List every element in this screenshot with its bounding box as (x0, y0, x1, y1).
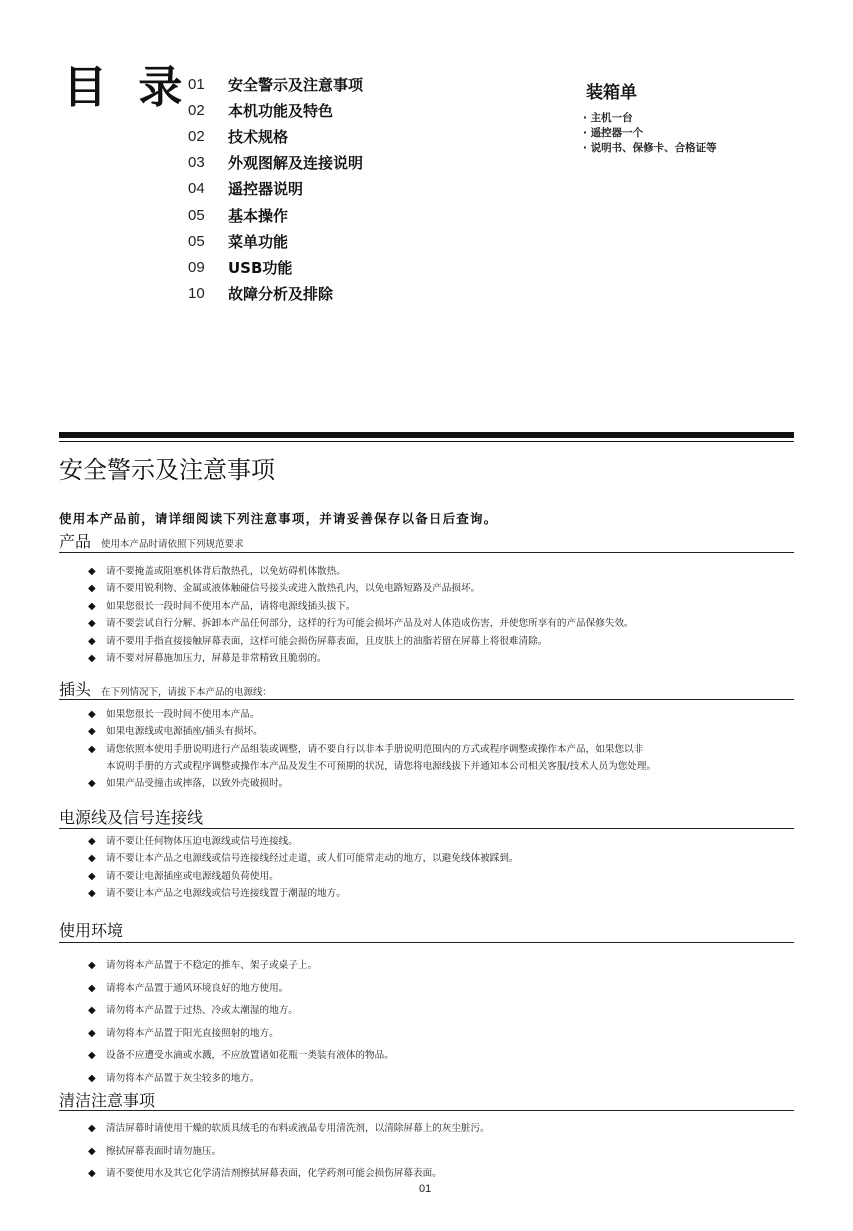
subsection-label: 使用环境 (59, 921, 124, 940)
page-number: 01 (419, 1183, 432, 1195)
toc-page-number: 04 (188, 180, 205, 198)
toc-page-number: 02 (188, 101, 205, 119)
subsection-label: 电源线及信号连接线 (59, 808, 204, 827)
toc-title: 遥控器说明 (228, 180, 304, 199)
bullet-item: ◆ 请不要使用水及其它化学清洁剂擦拭屏幕表面，化学药剂可能会损伤屏幕表面。 (88, 1163, 490, 1186)
subsection-header-plug (59, 677, 272, 700)
section-divider-thick (59, 432, 794, 438)
bullet-item: ◆ 请不要掩盖或阻塞机体背后散热孔，以免妨碍机体散热。 (88, 563, 634, 580)
toc-title: 本机功能及特色 (228, 101, 334, 120)
toc-page-number: 05 (188, 206, 205, 224)
subsection-note: 使用本产品时请依照下列规范要求 (101, 539, 244, 550)
bullet-item: ◆ 请勿将本产品置于过热、冷或太潮湿的地方。 (88, 1000, 394, 1023)
toc-item[interactable] (188, 71, 363, 97)
bullet-list-product (88, 563, 634, 667)
toc-title: 故障分析及排除 (228, 285, 334, 304)
bullet-item: ◆ 设备不应遭受水滴或水溅，不应放置诸如花瓶一类装有液体的物品。 (88, 1045, 394, 1068)
toc-item[interactable] (188, 123, 363, 149)
subsection-rule (59, 699, 794, 700)
bullet-item: ◆ 如果产品受撞击或摔落，以致外壳破损时。 (88, 775, 656, 792)
toc-page-number: 09 (188, 258, 205, 276)
subsection-label: 插头 (59, 680, 92, 699)
subsection-rule (59, 828, 794, 829)
subsection-rule (59, 1110, 794, 1111)
subsection-rule (59, 942, 794, 943)
toc-title: USB功能 (228, 258, 293, 277)
toc-item[interactable] (188, 176, 363, 202)
toc-title: 外观图解及连接说明 (228, 154, 364, 173)
toc-title: 基本操作 (228, 206, 289, 225)
subsection-note: 在下列情况下，请拔下本产品的电源线： (101, 687, 273, 698)
packing-list (583, 111, 717, 156)
subsection-label: 清洁注意事项 (59, 1091, 156, 1110)
bullet-item: ◆ 擦拭屏幕表面时请勿施压。 (88, 1141, 490, 1164)
toc-heading: 目 录 (63, 62, 191, 113)
bullet-item: ◆ 如果电源线或电源插座/插头有损坏。 (88, 723, 656, 740)
bullet-item: ◆ 请将本产品置于通风环境良好的地方使用。 (88, 978, 394, 1001)
bullet-item: ◆ 请勿将本产品置于不稳定的推车、架子或桌子上。 (88, 955, 394, 978)
toc-page-number: 03 (188, 154, 205, 172)
toc-item[interactable] (188, 254, 363, 280)
toc-title: 菜单功能 (228, 232, 289, 251)
section-title: 安全警示及注意事项 (59, 456, 275, 484)
toc-page-number: 05 (188, 232, 205, 250)
bullet-item-continuation: 本说明手册的方式或程序调整或操作本产品及发生不可预期的状况，请您将电源线拔下并通知本公司相关客服/技术人员为您处理。 (106, 761, 657, 773)
bullet-item: ◆ 请不要用锐利物、金属或液体触碰信号接头或进入散热孔内，以免电路短路及产品损坏。 (88, 580, 634, 597)
bullet-item: ◆ 请不要让电源插座或电源线超负荷使用。 (88, 868, 519, 885)
packing-item: · 主机一台 (583, 112, 633, 124)
bullet-item: ◆ 请勿将本产品置于阳光直接照射的地方。 (88, 1023, 394, 1046)
subsection-header-cleaning (59, 1088, 155, 1111)
bullet-item: ◆ 如果您很长一段时间不使用本产品。 (88, 706, 656, 723)
bullet-list-cable (88, 833, 519, 903)
bullet-list-environment (88, 955, 394, 1091)
bullet-item (88, 741, 656, 775)
bullet-item: ◆ 请勿将本产品置于灰尘较多的地方。 (88, 1068, 394, 1091)
bullet-item: ◆ 请不要让本产品之电源线或信号连接线置于潮湿的地方。 (88, 885, 519, 902)
bullet-item: ◆ 清洁屏幕时请使用干燥的软质具绒毛的布料或液晶专用清洗剂，以清除屏幕上的灰尘脏污。 (88, 1118, 490, 1141)
intro-text: 使用本产品前，请详细阅读下列注意事项，并请妥善保存以备日后查询。 (59, 511, 498, 526)
toc-item[interactable] (188, 202, 363, 228)
packing-item: · 遥控器一个 (583, 127, 644, 139)
toc-item[interactable] (188, 281, 363, 307)
bullet-list-cleaning (88, 1118, 490, 1186)
bullet-list-plug (88, 706, 656, 793)
toc-item[interactable] (188, 150, 363, 176)
subsection-header-product (59, 529, 244, 552)
bullet-item: ◆ 请不要让任何物体压迫电源线或信号连接线。 (88, 833, 519, 850)
toc-title: 安全警示及注意事项 (228, 75, 364, 94)
toc-page-number: 01 (188, 75, 205, 93)
toc-item[interactable] (188, 228, 363, 254)
toc-page-number: 02 (188, 127, 205, 145)
subsection-header-cable (59, 805, 203, 828)
packing-list-title: 装箱单 (586, 83, 637, 103)
toc-page-number: 10 (188, 285, 205, 303)
bullet-item: ◆ 如果您很长一段时间不使用本产品，请将电源线插头拔下。 (88, 598, 634, 615)
bullet-item: ◆ 请不要尝试自行分解、拆卸本产品任何部分，这样的行为可能会损坏产品及对人体造成伤害，并使您所享有的产品保修失效。 (88, 615, 634, 632)
toc-title: 技术规格 (228, 127, 289, 146)
bullet-item: ◆ 请不要用手指直接接触屏幕表面，这样可能会损伤屏幕表面，且皮肤上的油脂若留在屏幕上将很难清除。 (88, 633, 634, 650)
toc-item[interactable] (188, 97, 363, 123)
subsection-label: 产品 (59, 532, 92, 551)
subsection-header-environment (59, 918, 123, 941)
subsection-rule (59, 552, 794, 553)
toc-list (188, 71, 363, 307)
section-divider-thin (59, 441, 794, 442)
bullet-item: ◆ 请不要让本产品之电源线或信号连接线经过走道，或人们可能常走动的地方，以避免线体被踩到。 (88, 850, 519, 867)
packing-item: · 说明书、保修卡、合格证等 (583, 142, 717, 154)
bullet-item: ◆ 请不要对屏幕施加压力，屏幕是非常精致且脆弱的。 (88, 650, 634, 667)
bullet-item-text: 请您依照本使用手册说明进行产品组装或调整，请不要自行以非本手册说明范围内的方式或程序调整或操作本产品，如果您以非 (106, 743, 644, 755)
